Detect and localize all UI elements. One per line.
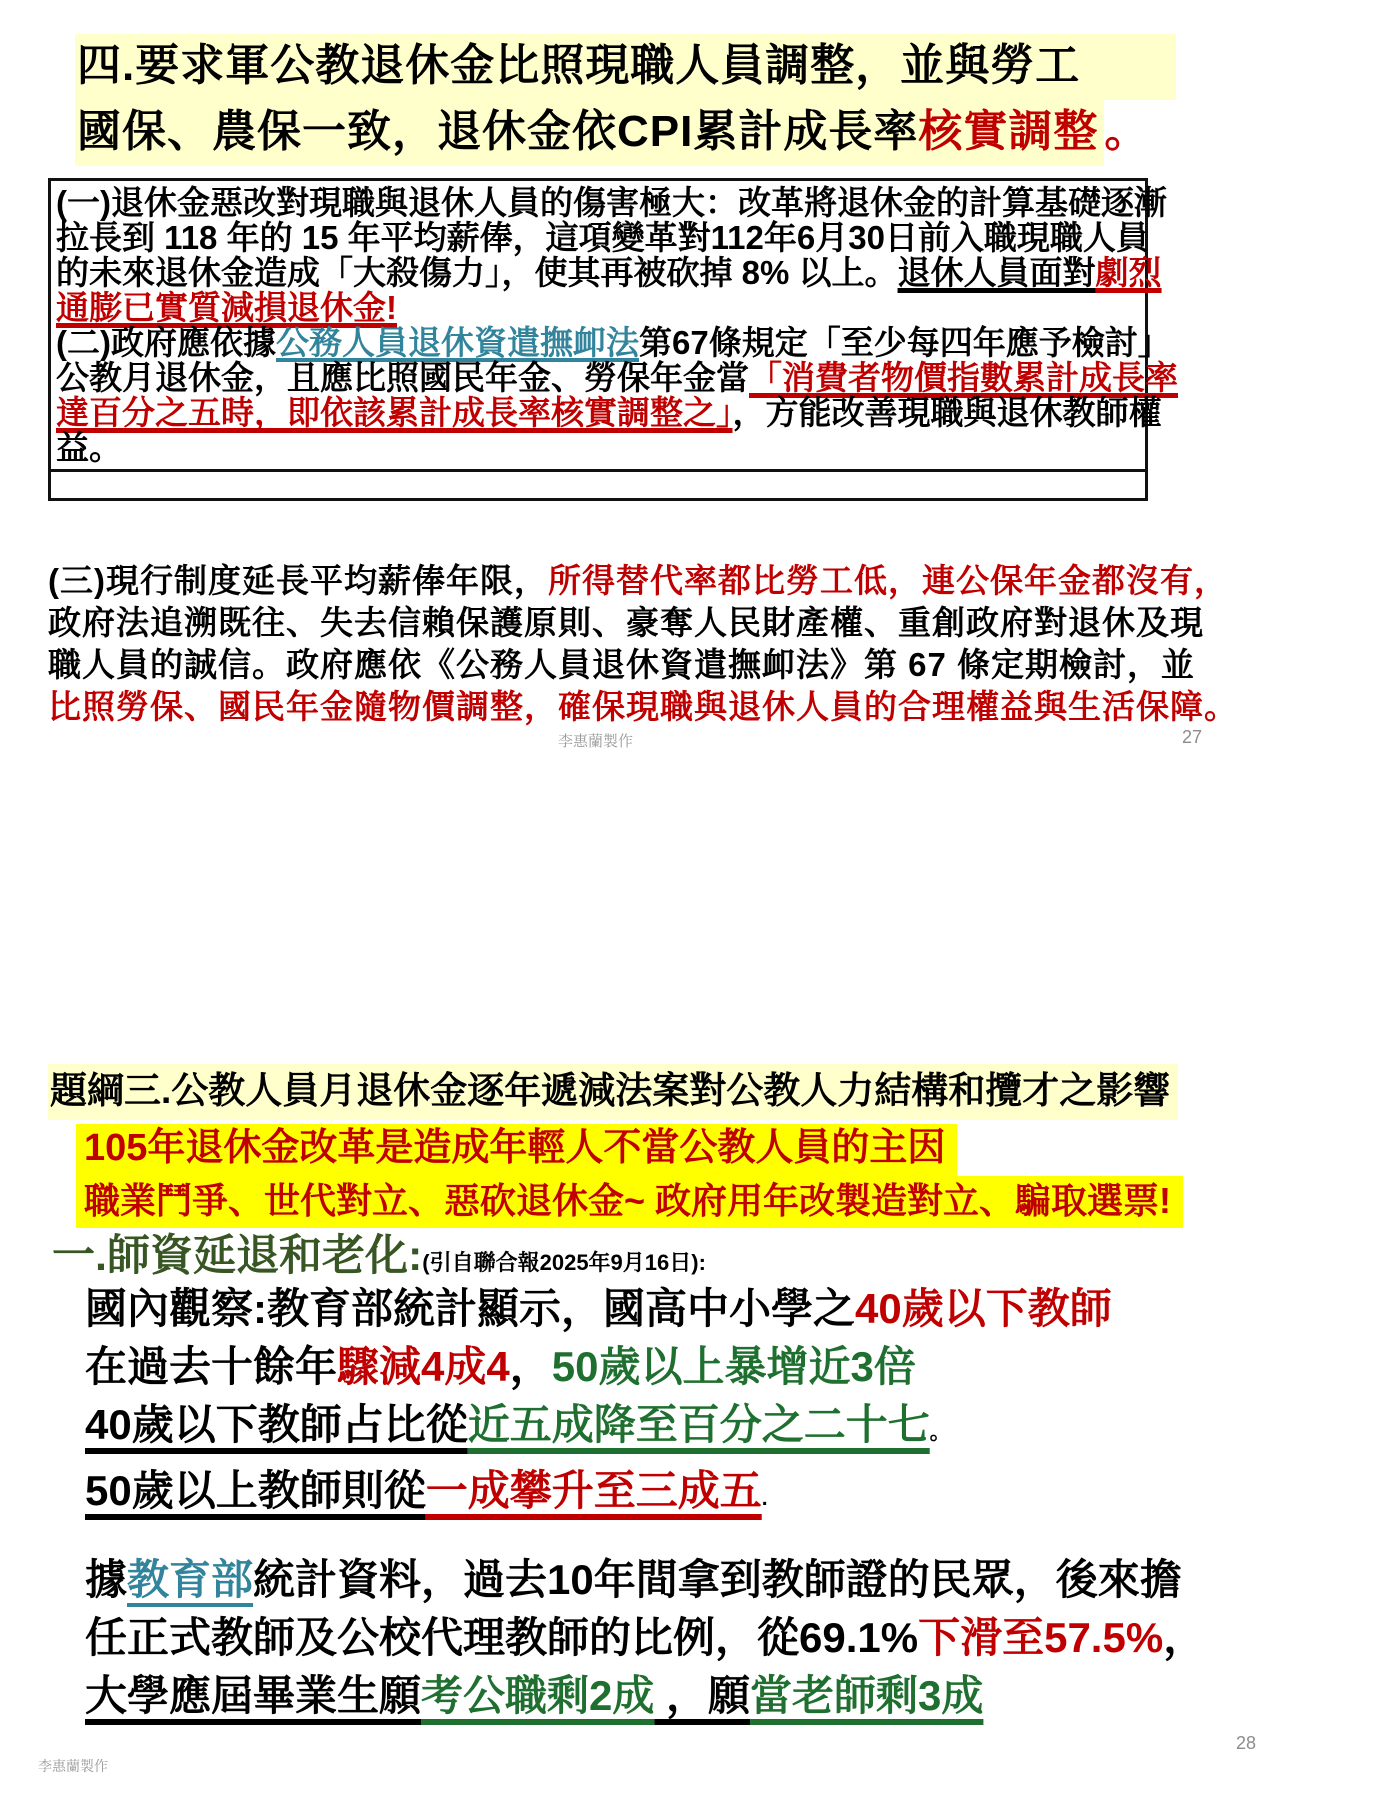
- text-segment: 大學應屆畢業生願: [85, 1672, 422, 1719]
- text-segment: (三)現行制度延長平均薪俸年限，: [48, 562, 548, 599]
- text-line: [48, 602, 1238, 644]
- text-segment: 四.要求軍公教退休金比照現職人員調整，並與勞工: [77, 41, 1081, 90]
- title-highlight: [48, 1064, 1178, 1120]
- text-segment: .: [761, 1487, 768, 1510]
- text-segment: 政府法追溯既往、失去信賴保護原則、豪奪人民財產權、重創政府對退休及現: [48, 604, 1204, 641]
- title-line-2: [75, 100, 1176, 166]
- text-line: [85, 1280, 1112, 1338]
- text-line: [85, 1462, 1112, 1528]
- text-segment: 職業鬥爭、世代對立、惡砍退休金~ 政府用年改製造對立、騙取選票!: [84, 1180, 1172, 1221]
- text-segment: 劇烈: [1095, 254, 1162, 291]
- yellow-highlight: [76, 1176, 1183, 1228]
- text-segment: ，方能改善現職與退休教師權: [732, 394, 1162, 431]
- text-line: [48, 560, 1238, 602]
- page-number: 28: [1236, 1733, 1257, 1753]
- title-highlight: [75, 34, 1176, 100]
- text-segment: 第67條規定「至少每四年應予檢討」: [638, 324, 1171, 361]
- title-line-1: [75, 34, 1176, 100]
- section-heading-source-note: (引自聯合報2025年9月16日):: [422, 1250, 706, 1275]
- text-segment: ，: [1163, 1614, 1206, 1661]
- text-segment: 40歲以下教師: [855, 1285, 1112, 1332]
- text-segment: 通膨已實質減損退休金!: [56, 289, 397, 326]
- text-line: [85, 1551, 1205, 1609]
- text-line: [56, 290, 1139, 325]
- text-segment: 「消費者物價指數累計成長率: [749, 359, 1178, 396]
- text-segment: 職人員的誠信。政府應依《公務人員退休資遣撫卹法》第 67 條定期檢討，並: [48, 646, 1196, 683]
- text-segment: 比照勞保、國民年金隨物價調整，確保現職與退休人員的合理權益與生活保障。: [48, 688, 1238, 725]
- text-segment: 。: [929, 1421, 951, 1444]
- text-segment: 考公職剩2成: [421, 1672, 655, 1719]
- yellow-line-1: [76, 1124, 1183, 1176]
- text-line: [85, 1667, 1205, 1725]
- text-line: [85, 1396, 1112, 1462]
- yellow-highlight: [76, 1124, 957, 1176]
- box-paragraphs: [51, 181, 1178, 469]
- text-segment: 國內觀察:教育部統計顯示，國高中小學之: [85, 1285, 855, 1332]
- text-line: [48, 644, 1238, 686]
- slide2-title: [48, 1064, 1178, 1120]
- yellow-highlight-block: [76, 1124, 1183, 1228]
- text-segment: 達百分之五時，即依該累計成長率核實調整之」: [56, 394, 733, 431]
- text-segment: 所得替代率都比勞工低，連公保年金都沒有，: [547, 562, 1228, 599]
- text-segment: 統計資料，過去10年間拿到教師證的民眾，後來擔: [253, 1556, 1182, 1603]
- law-link[interactable]: 公務人員退休資遣撫卹法: [275, 324, 639, 361]
- yellow-line-2: [76, 1176, 1183, 1228]
- text-segment: 退休人員面對: [897, 254, 1096, 291]
- text-line: [56, 359, 1178, 396]
- text-line: [48, 686, 1238, 728]
- text-segment: 在過去十餘年: [85, 1343, 338, 1390]
- text-line: [56, 219, 1149, 256]
- text-segment: ，: [509, 1343, 552, 1390]
- text-segment: 一成攀升至三成五: [425, 1467, 762, 1514]
- section-heading-main: 一.師資延退和老化:: [52, 1232, 423, 1280]
- author-credit: 李惠蘭製作: [38, 1758, 108, 1774]
- section-heading: [52, 1222, 706, 1283]
- content-box: [48, 178, 1178, 501]
- text-line: [56, 184, 1167, 221]
- text-segment: 當老師剩3成: [750, 1672, 984, 1719]
- text-segment: 題綱三.公教人員月退休金逐年遞減法案對公教人力結構和攬才之影響: [50, 1070, 1171, 1111]
- text-segment: 任正式教師及公校代理教師的比例，從69.1%: [85, 1614, 919, 1661]
- text-line: [56, 324, 1171, 361]
- text-line: [56, 254, 1162, 291]
- text-segment: 近五成降至百分之二十七: [467, 1401, 930, 1448]
- slide1-title: [75, 34, 1176, 166]
- text-segment: 據: [85, 1556, 128, 1603]
- text-segment: 益。: [56, 429, 122, 466]
- page-number: 27: [1182, 727, 1203, 747]
- teacher-aging-paragraph: [85, 1280, 1112, 1528]
- author-credit: 李惠蘭製作: [558, 733, 634, 750]
- law-link[interactable]: 教育部: [127, 1556, 254, 1603]
- text-segment: (二)政府應依據: [56, 324, 276, 361]
- text-line: [56, 430, 1139, 465]
- paragraph-three: [48, 560, 1238, 728]
- title-period: 。: [1104, 107, 1150, 156]
- text-segment: 50歲以上教師則從: [85, 1467, 426, 1514]
- text-segment: 驟減4成4: [337, 1343, 510, 1390]
- text-segment: 公教月退休金，且應比照國民年金、勞保年金當: [56, 359, 749, 396]
- text-segment: 50歲以上暴增近3倍: [551, 1343, 916, 1390]
- text-line: [56, 394, 1162, 431]
- box-empty-row: [51, 469, 1145, 498]
- text-segment: 國保、農保一致，退休金依CPI累計成長率: [77, 107, 919, 156]
- text-line: [85, 1609, 1205, 1667]
- text-segment: 核實調整: [918, 107, 1099, 156]
- text-segment: ，願: [654, 1672, 751, 1719]
- title-highlight: [75, 100, 1104, 166]
- text-segment: 下滑至57.5%: [918, 1614, 1164, 1661]
- teacher-certification-paragraph: [85, 1551, 1205, 1725]
- text-segment: 的未來退休金造成「大殺傷力」，使其再被砍掉 8% 以上。: [56, 254, 898, 291]
- text-line: [85, 1338, 1112, 1396]
- text-segment: 拉長到 118 年的 15 年平均薪俸，這項變革對112年6月30日前入職現職人員: [56, 219, 1149, 256]
- text-segment: 40歲以下教師占比從: [85, 1401, 468, 1448]
- text-segment: 105年退休金改革是造成年輕人不當公教人員的主因: [84, 1127, 946, 1169]
- text-segment: (一)退休金惡改對現職與退休人員的傷害極大：改革將退休金的計算基礎逐漸: [56, 184, 1167, 221]
